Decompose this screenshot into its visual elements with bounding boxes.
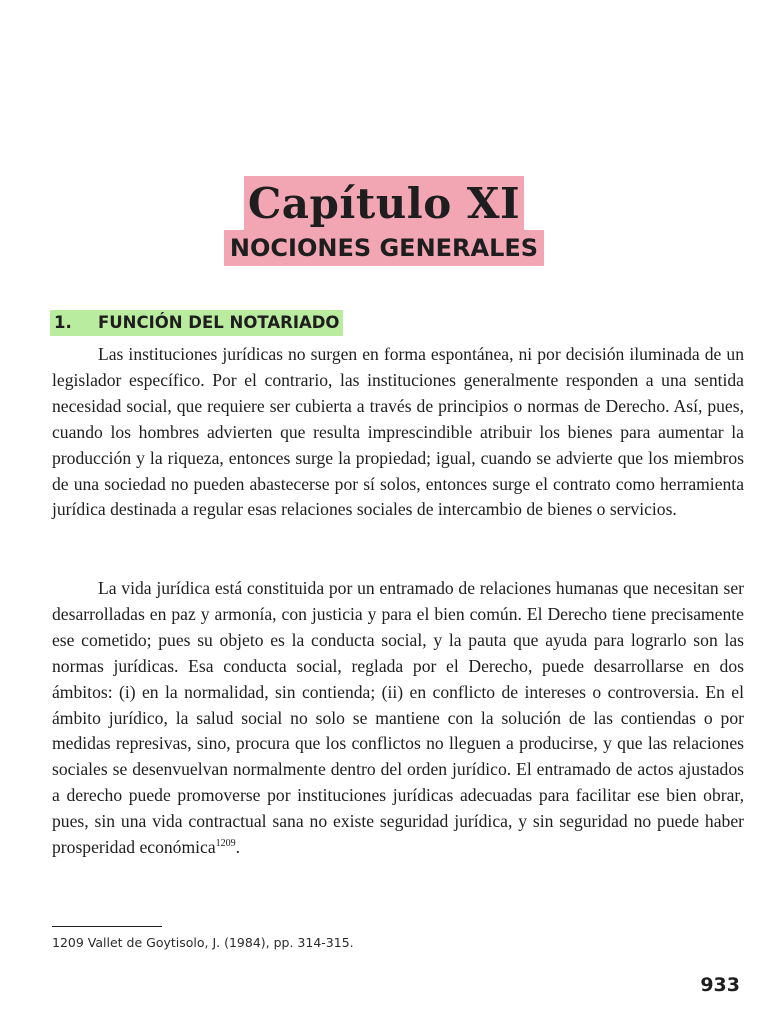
paragraph-1: Las instituciones jurídicas no surgen en forma espontánea, ni por decisión iluminada de un legislador específico. Por el contrario, las instituciones generalmente responden a una sentida necesidad social, que requiere ser cubierta a través de principios o normas de Derecho. Así, pues, cuando los hombres advierten que resulta imprescindible atribuir los bienes para aumentar la producción y la riqueza, entonces surge la propiedad; igual, cuando se advierte que los miembros de una sociedad no pueden abastecerse por sí solos, entonces surge el contrato como herramienta jurídica destinada a regular esas relaciones sociales de intercambio de bienes o servicios. — [52, 344, 744, 520]
page-number: 933 — [700, 974, 740, 996]
paragraph-2-text: La vida jurídica está constituida por un entramado de relaciones humanas que necesitan ser desarrolladas en paz y armonía, con justicia y para el bien común. El Derecho tiene precisamente ese cometido; pues su objeto es la conducta social, y la pauta que ayuda para lograrlo son las normas jurídicas. Esa conducta social, reglada por el Derecho, puede desarrollarse en dos ámbitos: (i) en la normalidad, sin contienda; (ii) en conflicto de intereses o controversia. En el ámbito jurídico, la salud social no solo se mantiene con la solución de las contiendas o por medidas represivas, sino, procura que los conflictos no lleguen a producirse, y que las relaciones sociales se desenvuelvan normalmente dentro del orden jurídico. El entramado de actos ajustados a derecho puede promoverse por instituciones jurídicas adecuadas para facilitar ese bien obrar, pues, sin una vida contractual sana no existe seguridad jurídica, y sin seguridad no puede haber prosperidad económica — [52, 578, 744, 858]
chapter-subtitle-container — [0, 230, 768, 266]
footnote-reference[interactable]: 1209 — [215, 838, 236, 850]
paragraph-2: La vida jurídica está constituida por un entramado de relaciones humanas que necesitan ser desarrolladas en paz y armonía, con justicia y para el bien común. El Derecho tiene precisamente ese cometido; pues su objeto es la conducta social, y la pauta que ayuda para lograrlo son las normas jurídicas. Esa conducta social, reglada por el Derecho, puede desarrollarse en dos ámbitos: (i) en la normalidad, sin contienda; (ii) en conflicto de intereses o controversia. En el ámbito jurídico, la salud social no solo se mantiene con la solución de las contiendas o por medidas represivas, sino, procura que los conflictos no lleguen a producirse, y que las relaciones sociales se desenvuelvan normalmente dentro del orden jurídico. El entramado de actos ajustados a derecho puede promoverse por instituciones jurídicas adecuadas para facilitar ese bien obrar, pues, sin una vida contractual sana no existe seguridad jurídica, y sin seguridad no puede haber prosperidad económica$^{1209}$. — [52, 578, 744, 858]
chapter-title-container — [0, 176, 768, 232]
chapter-title: Capítulo XI — [244, 176, 524, 232]
section-number: 1. — [54, 313, 72, 332]
section-heading — [50, 310, 343, 336]
chapter-subtitle: NOCIONES GENERALES — [224, 230, 544, 266]
footnote: 1209 Vallet de Goytisolo, J. (1984), pp. 314-315. — [52, 935, 354, 950]
section-title: FUNCIÓN DEL NOTARIADO — [98, 313, 340, 332]
footnote-divider — [52, 926, 162, 927]
